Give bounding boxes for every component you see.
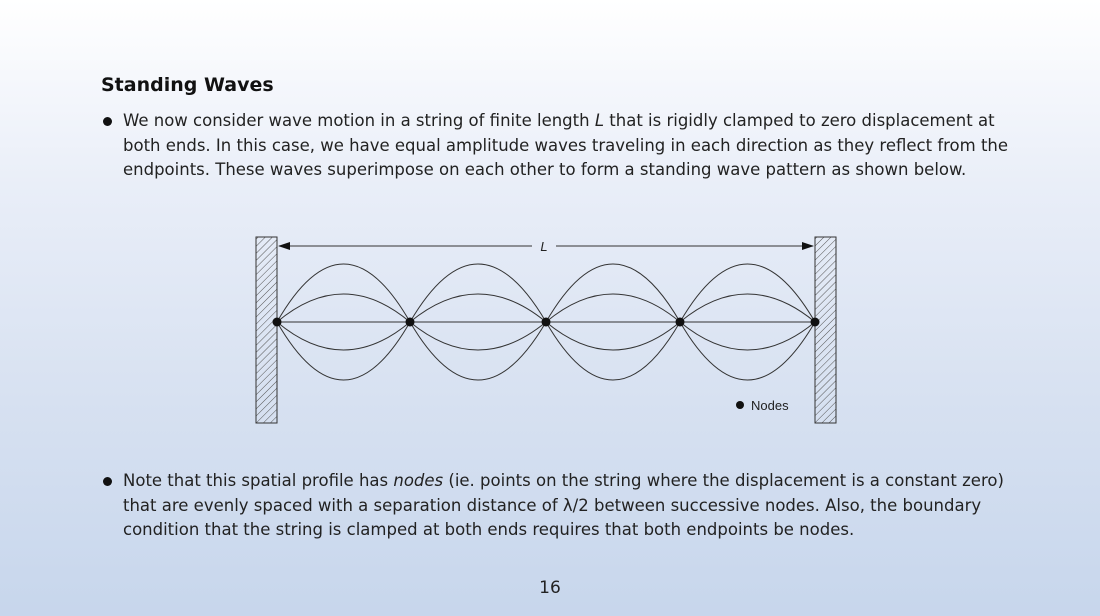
bullet-text-post: that is rigidly clamped to zero displacement at both ends. In this case, we have equal amplitude waves traveling in each direction as they reflect from the endpoints. These waves superimpose on each other to form a standing wave pattern as shown below. [123,111,1009,179]
legend-node-marker [736,401,744,409]
arrowhead-left [278,242,290,250]
bullet-standing-wave-intro [103,109,1023,183]
left-clamp-wall [256,237,277,423]
bullet-text [123,109,1023,183]
legend-label: Nodes [751,398,789,413]
node [811,318,820,327]
page-number: 16 [539,578,561,598]
bullet-icon [103,477,112,486]
wave-envelope-outer-upper [277,264,815,322]
bullet-text-pre: Note that this spatial profile has [123,471,394,490]
bullet-text-post: (ie. points on the string where the displacement is a constant zero) that are evenly spaced with a separation distance of λ/2 between successive nodes. Also, the boundary condition that the string is clamped at both ends requires that both endpoints be nodes. [123,471,1004,539]
bullet-text-pre: We now consider wave motion in a string of finite length [123,111,595,130]
length-label: L [540,239,548,254]
slide-title: Standing Waves [101,74,274,96]
wave-envelope-outer-lower [277,322,815,380]
bullet-icon [103,117,112,126]
node [542,318,551,327]
node [406,318,415,327]
standing-wave-diagram [250,230,842,430]
nodes-emphasis: nodes [393,471,444,490]
right-clamp-wall [815,237,836,423]
bullet-nodes-explanation [103,469,1033,543]
arrowhead-right [802,242,814,250]
bullet-text [123,469,1033,543]
length-variable: L [594,111,605,130]
node [676,318,685,327]
node [273,318,282,327]
